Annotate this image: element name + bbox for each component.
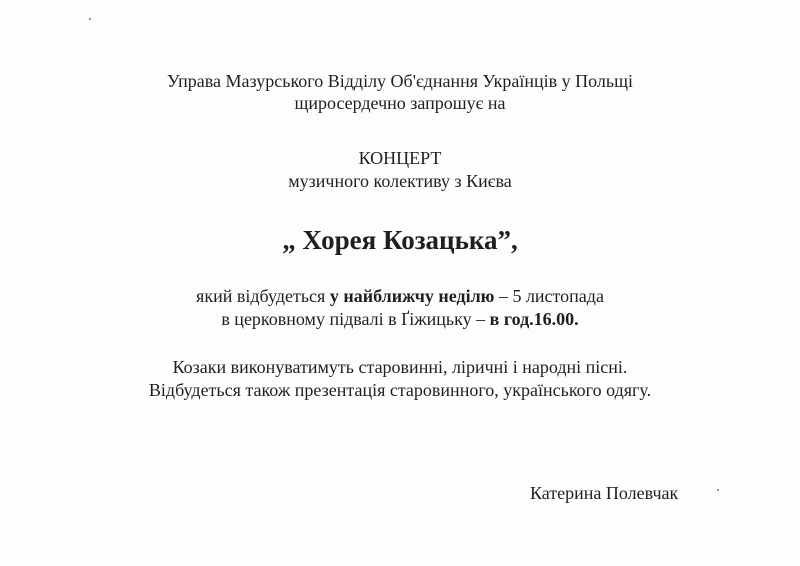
ensemble-name: „ Хорея Козацька”, (282, 225, 518, 255)
body-line-1: Козаки виконуватимуть старовинні, ліричні і народні пісні. (172, 357, 628, 377)
event-time: в год.16.00. (489, 309, 579, 329)
scan-speck (717, 489, 719, 491)
event-type: КОНЦЕРТ (358, 148, 442, 168)
place-line (0, 308, 800, 330)
date-line (0, 285, 800, 307)
scan-speck (89, 18, 91, 20)
header-line-2: щиросердечно запрошує на (294, 93, 506, 113)
header-line-1: Управа Мазурського Відділу Об'єднання Українців у Польщі (167, 71, 633, 91)
event-subtitle: музичного колективу з Києва (288, 171, 512, 191)
body-line-2: Відбудеться також презентація старовинного, українського одягу. (148, 380, 652, 400)
date-prefix: який відбудеться (196, 286, 326, 306)
signature: Катерина Полевчак (530, 483, 679, 503)
date-day: у найближчу неділю (329, 286, 495, 306)
place-text: в церковному підвалі в Ґіжицьку – (221, 309, 486, 329)
date-suffix: – 5 листопада (498, 286, 604, 306)
